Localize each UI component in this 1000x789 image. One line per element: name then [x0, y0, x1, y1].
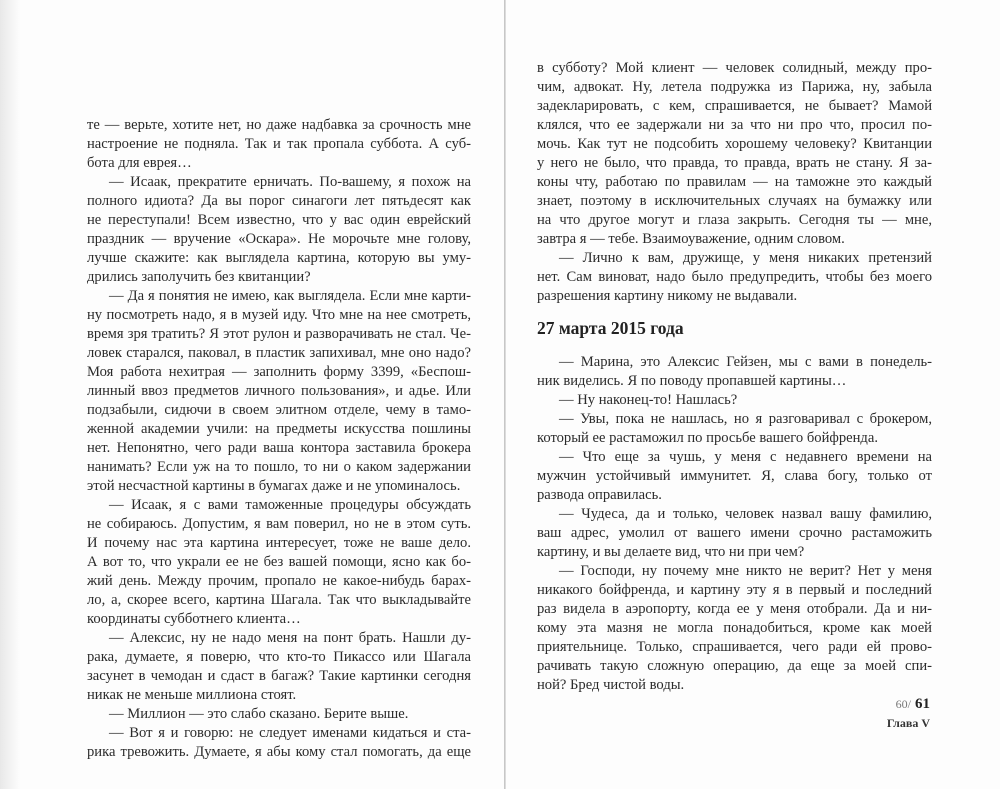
section-heading-date: 27 марта 2015 года [537, 318, 684, 338]
text-line: рика тревожить. Думаете, я абы кому стал помогать, да еще [87, 744, 471, 760]
text-line: — Господи, ну почему мне никто не верит? Нет у меня [559, 563, 932, 579]
text-line: бота для еврея… [87, 155, 192, 171]
text-line: у него не было, что правда, то правда, врать не стану. Я за- [537, 155, 932, 171]
text-line: ловек старался, паковал, в пластик запихивал, мне оно надо? [87, 345, 471, 361]
text-line: этой несчастной картины в бумагах даже и не упоминалось. [87, 478, 461, 494]
text-line: разрешения картину никому не выдавали. [537, 288, 798, 304]
text-line: полного идиота? Да вы порог синагоги лет пятьдесят как [87, 193, 471, 209]
right-page-text-bottom [537, 353, 932, 695]
text-line: подзабыли, сидючи в своем элитном отделе, чему в тамо- [87, 402, 471, 418]
text-line: — Марина, это Алексис Гейзен, мы с вами в понедель- [559, 354, 932, 370]
right-page-text-top [537, 59, 932, 306]
right-page-number: 61 [915, 696, 930, 712]
text-line: — Исаак, я с вами таможенные процедуры обсуждать [109, 497, 471, 513]
text-line: — Лично к вам, дружище, у меня никаких претензий [559, 250, 932, 266]
text-line: настроение не подняла. Так и так пропала суббота. А суб- [87, 136, 471, 152]
page-edge-shadow [0, 0, 20, 789]
text-line: — Алексис, ну не надо меня на понт брать. Нашли ду- [109, 630, 471, 646]
text-line: развода оправилась. [537, 487, 662, 503]
text-line: ной? Бред чистой воды. [537, 677, 685, 693]
text-line: засунет в чемодан и сдаст в багаж? Такие картинки сегодня [87, 668, 471, 684]
text-line: — Миллион — это слабо сказано. Берите выше. [109, 706, 409, 722]
text-line: лучше скажите: как выглядела картина, которую вы уму- [87, 250, 471, 266]
text-line: ло, а, скорее всего, картина Шагала. Так что выкладывайте [87, 592, 471, 608]
text-line: — Чудеса, да и только, человек назвал вашу фамилию, [559, 506, 932, 522]
page-footer [887, 695, 930, 731]
text-line: мочь. Как тут не подсобить хорошему человеку? Квитанции [537, 136, 932, 152]
text-line: не переступали! Всем известно, что у вас один еврейский [87, 212, 471, 228]
left-page-number: 60/ [895, 697, 911, 711]
text-line: ваш адрес, умолил от вашего имени срочно растаможить [537, 525, 932, 541]
text-line: который ее растаможил по просьбе вашего бойфренда. [537, 430, 878, 446]
text-line: ник виделись. Я по поводу пропавшей картины… [537, 373, 847, 389]
text-line: — Вот я и говорю: не следует именами кидаться и ста- [109, 725, 471, 741]
text-line: чим, адвокат. Ну, летела подружка из Парижа, ну, забыла [537, 79, 932, 95]
text-line: праздник — вручение «Оскара». Не морочьте мне голову, [87, 231, 471, 247]
text-line: нет. Непонятно, чего ради ваша контора заставила брокера [87, 440, 471, 456]
text-line: женной академии учили: на предметы искусства пошлины [87, 421, 471, 437]
book-gutter [504, 0, 506, 789]
chapter-label: Глава V [886, 716, 930, 730]
text-line: на что другое могут и глаза закрыть. Сегодня ты — мне, [537, 212, 932, 228]
text-line: рака, думаете, я поверю, что кто-то Пикассо или Шагала [87, 649, 471, 665]
text-line: дрились заполучить без квитанции? [87, 269, 311, 285]
text-line: клялся, что ее задержали ни за что ни про что, просил по- [537, 117, 932, 133]
text-line: А вот то, что украли ее не без вашей помощи, ясно как бо- [87, 554, 471, 570]
text-line: знает, поэтому в исключительных случаях на бумажку или [537, 193, 932, 209]
text-line: жий день. Между прочим, пропало не какое-нибудь барах- [87, 573, 471, 589]
text-line: никак не меньше миллиона стоят. [87, 687, 297, 703]
text-line: не собираюсь. Допустим, я вам поверил, но не в этом суть. [87, 516, 471, 532]
text-line: И почему нас эта картина интересует, тоже не ваше дело. [87, 535, 471, 551]
text-line: — Увы, пока не нашлась, но я разговаривал с брокером, [559, 411, 932, 427]
text-line: нет. Сам виноват, надо было предупредить, чтобы без моего [537, 269, 932, 285]
text-line: коны чту, работаю по правилам — на таможне это каждый [537, 174, 932, 190]
text-line: — Ну наконец-то! Нашлась? [559, 392, 738, 408]
text-line: завтра я — тебе. Взаимоуважение, одним словом. [537, 231, 845, 247]
text-line: картину, и вы делаете вид, что ни при чем? [537, 544, 805, 560]
text-line: мужчин устойчивый иммунитет. Я, слава богу, только от [537, 468, 932, 484]
text-line: координаты субботнего клиента… [87, 611, 301, 627]
text-line: — Исаак, прекратите ерничать. По-вашему, я похож на [109, 174, 471, 190]
text-line: ну посмотреть надо, я в музей иду. Что мне на нее смотреть, [87, 307, 471, 323]
text-line: линный ввоз предметов личного пользования», и адье. Или [87, 383, 471, 399]
text-line: нанимать? Если уж на то пошло, то ни о каком задержании [87, 459, 471, 475]
text-line: приятельнице. Только, спрашивается, чего ради ей прово- [537, 639, 932, 655]
text-line: задекларировать, с кем, спрашивается, не бывает? Мамой [537, 98, 932, 114]
left-page-text [87, 116, 471, 762]
text-line: никакого бойфренда, и картину эту я в первый и последний [537, 582, 932, 598]
text-line: в субботу? Мой клиент — человек солидный, между про- [537, 60, 932, 76]
text-line: — Да я понятия не имею, как выглядела. Если мне карти- [109, 288, 471, 304]
text-line: время зря тратить? Я этот рулон и разворачивать не стал. Че- [87, 326, 471, 342]
text-line: раз видела в аэропорту, когда ее у меня отобрали. Да и ни- [537, 601, 932, 617]
text-line: Моя работа нехитрая — заполнить форму 3399, «Беспош- [87, 364, 471, 380]
text-line: рачивать такую сложную операцию, да еще за моей спи- [537, 658, 932, 674]
text-line: — Что еще за чушь, у меня с недавнего времени на [559, 449, 932, 465]
text-line: кому эта мазня не могла понадобиться, кроме как моей [537, 620, 932, 636]
text-line: те — верьте, хотите нет, но даже надбавка за срочность мне [87, 117, 471, 133]
